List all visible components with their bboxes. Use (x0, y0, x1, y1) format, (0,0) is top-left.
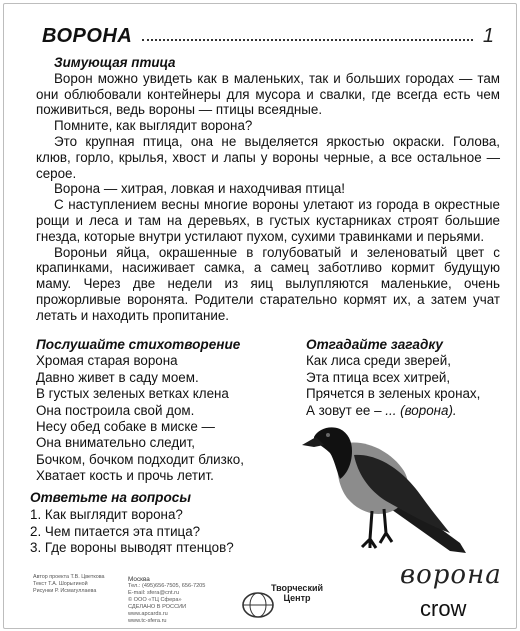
riddle-last-prefix: А зовут ее – (306, 402, 382, 418)
question-item: 3. Где вороны выводят птенцов? (30, 540, 234, 556)
footer-publisher (128, 576, 238, 625)
footer-credits (33, 574, 123, 595)
question-item: 2. Чем питается эта птица? (30, 523, 201, 539)
poem-line: Бочком, бочком подходит близко, (36, 451, 244, 467)
page-title: ВОРОНА (42, 25, 133, 47)
riddle-line: Эта птица всех хитрей, (306, 369, 451, 385)
poem-line: Она построила свой дом. (36, 402, 195, 418)
main-text (36, 55, 500, 324)
publisher-line: © ООО «ТЦ Сфера» (128, 597, 182, 603)
publisher-line: www.apcards.ru (128, 611, 168, 617)
riddle-heading: Отгадайте загадку (306, 337, 443, 352)
poem-line: Она внимательно следит, (36, 435, 195, 451)
publisher-line: E-mail: sfera@cnt.ru (128, 590, 180, 596)
page-header (42, 18, 502, 48)
paragraph: Это крупная птица, она не выделяется яркостью окраски. Голова, клюв, горло, крылья, хвост и лапы у вороны черные, а все остальное — серое. (36, 133, 500, 181)
logo-text (262, 583, 332, 603)
poem-line: Хватает кость и прочь летит. (36, 468, 214, 484)
riddle-line: Как лиса среди зверей, (306, 353, 451, 369)
english-word: crow (420, 596, 467, 621)
poem-line: Давно живет в саду моем. (36, 369, 199, 385)
paragraph: Ворона — хитрая, ловкая и находчивая птица! (54, 181, 346, 197)
paragraph: Ворон можно увидеть как в маленьких, так и больших городах — там они облюбовали контейнеры для мусора и свалки, где всегда есть чем поживиться, ведь вороны — птицы всеядные. (36, 70, 500, 118)
questions-heading: Ответьте на вопросы (30, 490, 191, 505)
dotted-leader (142, 38, 473, 41)
publisher-line: СДЕЛАНО В РОССИИ (128, 604, 187, 610)
questions-section (30, 490, 290, 557)
publisher-line: Тел.: (495)656-7505, 656-7205 (128, 583, 206, 589)
publisher-city: Москва (128, 576, 150, 583)
page-number: 1 (482, 25, 494, 47)
logo-line: Творческий (270, 583, 324, 593)
poem-heading: Послушайте стихотворение (36, 337, 241, 352)
publisher-line: www.tc-sfera.ru (128, 618, 167, 624)
crow-illustration (300, 415, 470, 560)
russian-word: ворона (400, 560, 502, 590)
question-item: 1. Как выглядит ворона? (30, 506, 183, 522)
credit-line: Текст Т.А. Шорыгиной (33, 581, 88, 587)
riddle-line: Прячется в зеленых кронах, (306, 386, 481, 402)
poem-line: Несу обед собаке в миске — (36, 419, 215, 435)
paragraph: Помните, как выглядит ворона? (54, 118, 253, 134)
logo-line: Центр (283, 593, 311, 603)
riddle-section (306, 337, 506, 419)
poem-section (36, 337, 306, 485)
riddle-answer: ... (ворона). (385, 402, 457, 418)
paragraph: Вороньи яйца, окрашенные в голубоватый и зеленоватый цвет с крапинками, насиживает самка, а самец заботливо кормит будущую маму. Через две недели из яиц вылупляются маленькие, очень прожорливые воронята. Родители старательно кормят их, а затем учат летать и находить пропитание. (36, 244, 500, 323)
poem-line: Хромая старая ворона (36, 353, 178, 369)
poem-line: В густых зеленых ветках клена (36, 386, 229, 402)
subheading: Зимующая птица (54, 55, 176, 70)
credit-line: Автор проекта Т.В. Цветкова (33, 574, 105, 580)
paragraph: С наступлением весны многие вороны улетают из города в окрестные рощи и леса и там на деревьях, в густых кустарниках строят большие гнезда, которые внутри устилают пухом, сухими травинками и перьями. (36, 197, 500, 244)
credit-line: Рисунки Р. Исмагуллаева (33, 588, 97, 594)
publisher-logo (240, 583, 335, 623)
